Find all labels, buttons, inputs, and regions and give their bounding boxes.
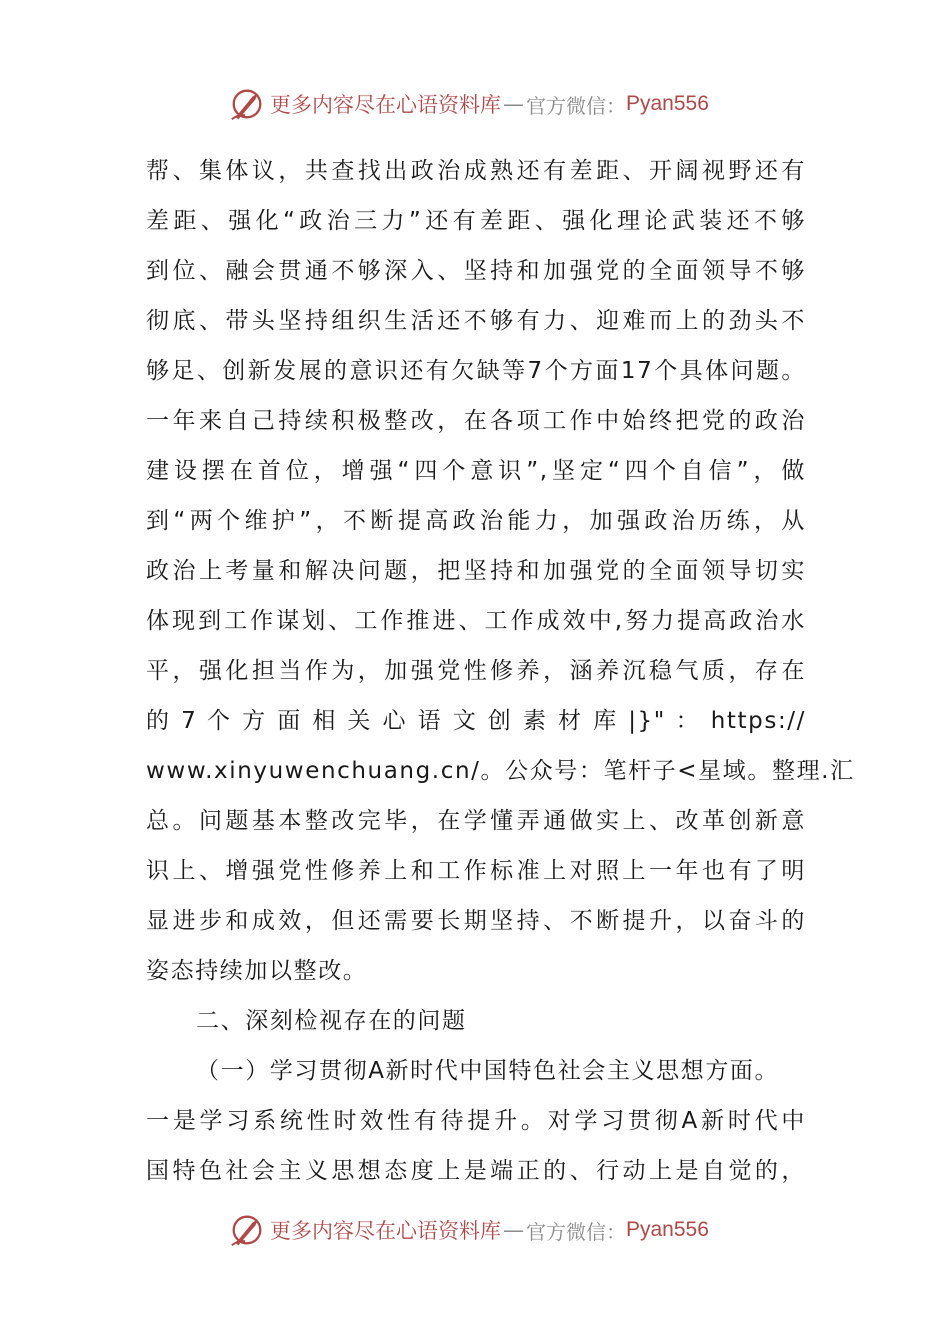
- body-line: www.xinyuwenchuang.cn/。公众号：笔杆子<星域。整理.汇: [146, 758, 855, 784]
- header-wechat-handle: Pyan556: [626, 92, 709, 115]
- footer-dash: —: [503, 1218, 524, 1242]
- pen-nib-circle-icon: [228, 1211, 266, 1249]
- header-dash: —: [503, 92, 524, 116]
- body-line: 一是学习系统性时效性有待提升。对学习贯彻A新时代中: [146, 1108, 806, 1134]
- body-line: 差距、强化“政治三力”还有差距、强化理论武装还不够: [146, 208, 806, 234]
- body-line: 够足、创新发展的意识还有欠缺等7个方面17个具体问题。: [146, 358, 806, 384]
- body-line: 帮、集体议，共查找出政治成熟还有差距、开阔视野还有: [146, 158, 806, 184]
- footer-banner: [228, 1210, 748, 1250]
- body-line: 姿态持续加以整改。: [146, 958, 368, 984]
- header-banner: [228, 84, 748, 124]
- body-line: 一年来自己持续积极整改，在各项工作中始终把党的政治: [146, 408, 806, 434]
- footer-brand-text: 更多内容尽在心语资料库: [270, 1219, 501, 1243]
- footer-official-label: 官方微信：: [526, 1219, 626, 1244]
- body-line: 识上、增强党性修养上和工作标准上对照上一年也有了明: [146, 858, 806, 884]
- body-line: 平，强化担当作为，加强党性修养，涵养沉稳气质，存在: [146, 658, 806, 684]
- body-line: 显进步和成效，但还需要长期坚持、不断提升，以奋斗的: [146, 908, 806, 934]
- subsection-heading: （一）学习贯彻A新时代中国特色社会主义思想方面。: [196, 1058, 780, 1084]
- body-line: 彻底、带头坚持组织生活还不够有力、迎难而上的劲头不: [146, 308, 806, 334]
- pen-nib-circle-icon: [228, 85, 266, 123]
- body-line: 总。问题基本整改完毕，在学懂弄通做实上、改革创新意: [146, 808, 806, 834]
- body-line: 体现到工作谋划、工作推进、工作成效中,努力提高政治水: [146, 608, 806, 634]
- body-line: 国特色社会主义思想态度上是端正的、行动上是自觉的，: [146, 1158, 806, 1184]
- header-official-label: 官方微信：: [526, 93, 626, 118]
- body-line: 政治上考量和解决问题，把坚持和加强党的全面领导切实: [146, 558, 806, 584]
- body-line: 建设摆在首位，增强“四个意识”,坚定“四个自信”，做: [146, 458, 806, 484]
- section-heading: 二、深刻检视存在的问题: [196, 1008, 467, 1034]
- body-line: 的 7 个 方 面 相 关 心 语 文 创 素 材 库 |}" ： https://: [146, 708, 806, 734]
- body-line: 到位、融会贯通不够深入、坚持和加强党的全面领导不够: [146, 258, 806, 284]
- document-body: [146, 146, 855, 1196]
- header-brand-text: 更多内容尽在心语资料库: [270, 93, 501, 117]
- body-line: 到“两个维护”，不断提高政治能力，加强政治历练，从: [146, 508, 806, 534]
- footer-wechat-handle: Pyan556: [626, 1218, 709, 1241]
